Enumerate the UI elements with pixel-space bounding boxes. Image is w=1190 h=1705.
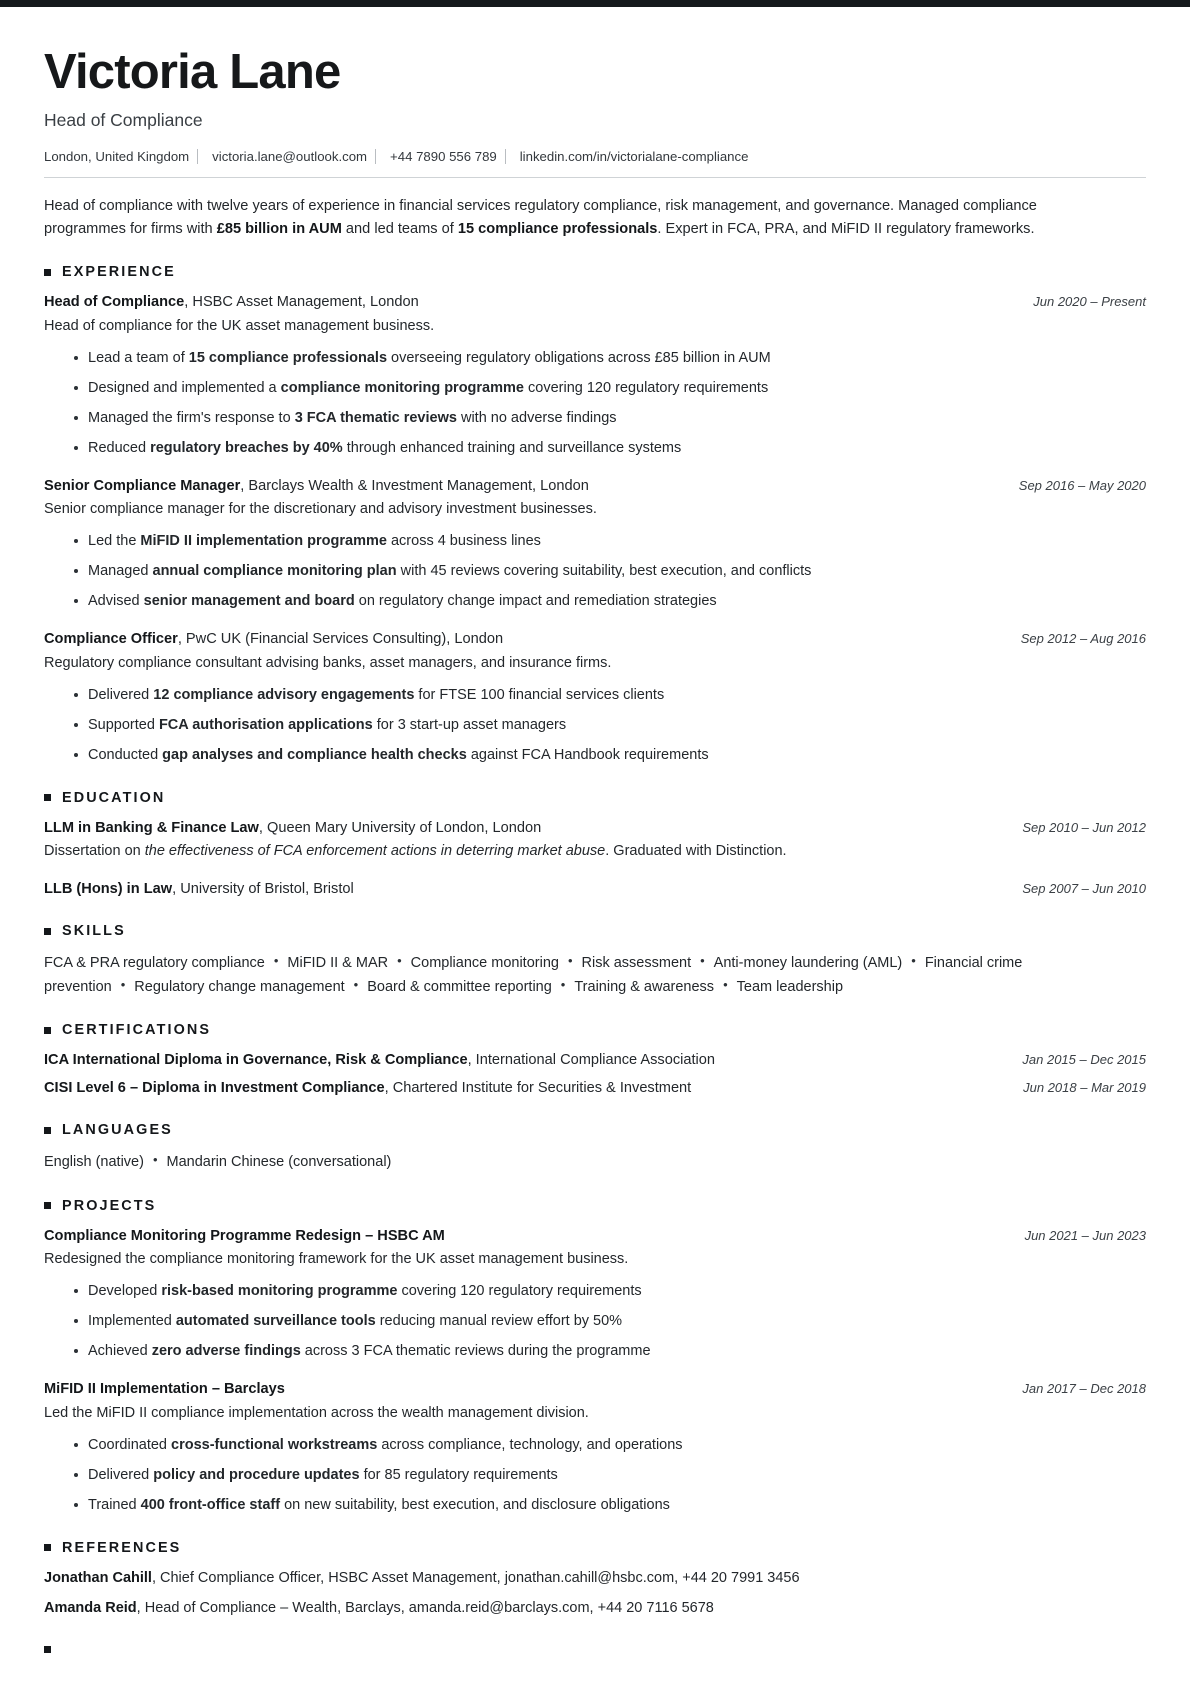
entry-header (44, 1379, 1146, 1399)
bullet-highlight: zero adverse findings (151, 1343, 301, 1360)
certification-issuer: , International Compliance Association (467, 1052, 716, 1069)
section-projects (44, 1198, 1146, 1516)
list-item (74, 1311, 1146, 1332)
summary-highlight-aum: £85 billion in AUM (216, 220, 342, 237)
contact-bar (44, 149, 1146, 164)
bullet-text: Developed (88, 1283, 162, 1300)
bullet-text: with no adverse findings (456, 409, 617, 426)
bullet-text: for 3 start-up asset managers (372, 716, 567, 733)
skill-item: Risk assessment (581, 955, 692, 972)
bullet-text: covering 120 regulatory requirements (397, 1283, 642, 1300)
project-name: Compliance Monitoring Programme Redesign – HSBC AM (44, 1227, 445, 1244)
entry-title (44, 1379, 285, 1399)
section-certifications (44, 1022, 1146, 1098)
achievement-list (44, 348, 1146, 459)
skill-item: Team leadership (736, 978, 844, 995)
note-text: . Graduated with Distinction. (605, 843, 787, 860)
certification-name: ICA International Diploma in Governance, Risk & Compliance (44, 1052, 468, 1069)
bullet-text: overseeing regulatory obligations across £85 billion in AUM (387, 349, 771, 366)
separator-dot-icon: • (273, 953, 279, 969)
reference-name: Jonathan Cahill (44, 1569, 152, 1586)
entry-date: Sep 2016 – May 2020 (1018, 477, 1146, 493)
entry-summary: Senior compliance manager for the discretionary and advisory investment businesses. (44, 501, 597, 518)
entry-summary: Head of compliance for the UK asset management business. (44, 317, 435, 334)
bullet-text: with 45 reviews covering suitability, best execution, and conflicts (396, 563, 812, 580)
entry-header (44, 1226, 1146, 1246)
bullet-text: Advised (88, 593, 144, 610)
entry-header (44, 1078, 1146, 1098)
resume-header (44, 47, 1146, 178)
entry-title (44, 292, 419, 312)
bullet-text: on regulatory change impact and remediation strategies (354, 593, 717, 610)
bullet-highlight: risk-based monitoring programme (161, 1283, 398, 1300)
bullet-text: Lead a team of (88, 349, 189, 366)
skill-item: Anti-money laundering (AML) (713, 955, 903, 972)
section-heading-languages (44, 1122, 1146, 1138)
section-education (44, 790, 1146, 900)
summary-text-1: Head of compliance with twelve years of experience in financial services regulatory compliance, risk management, and governance. Managed compliance programmes for firms with (44, 197, 1037, 237)
bullet-highlight: 3 FCA thematic reviews (294, 409, 457, 426)
bullet-text: for 85 regulatory requirements (359, 1466, 558, 1483)
project-entry (44, 1379, 1146, 1515)
separator-dot-icon: • (567, 953, 573, 969)
section-heading-education (44, 790, 1146, 806)
entry-date: Sep 2007 – Jun 2010 (1022, 881, 1146, 897)
entry-header (44, 879, 1146, 899)
bullet-text: through enhanced training and surveillance systems (342, 439, 682, 456)
bullet-highlight: annual compliance monitoring plan (152, 563, 397, 580)
contact-phone[interactable]: +44 7890 556 789 (390, 148, 497, 164)
professional-summary (44, 195, 1069, 240)
list-item (74, 438, 1146, 459)
education-entry (44, 879, 1146, 899)
job-role: Senior Compliance Manager (44, 477, 241, 494)
separator-dot-icon: • (397, 953, 402, 969)
separator-dot-icon: • (120, 976, 126, 992)
reference-detail: , Head of Compliance – Wealth, Barclays, amanda.reid@barclays.com, +44 20 7116 5678 (136, 1600, 714, 1617)
bullet-text: across 3 FCA thematic reviews during the programme (300, 1343, 651, 1360)
summary-text-2: and led teams of (341, 220, 458, 237)
entry-summary: Redesigned the compliance monitoring framework for the UK asset management business. (44, 1251, 629, 1268)
bullet-highlight: FCA authorisation applications (158, 716, 373, 733)
bullet-text: Coordinated (88, 1436, 172, 1453)
job-company: , Barclays Wealth & Investment Management, London (240, 477, 589, 494)
bullet-text: Designed and implemented a (88, 379, 281, 396)
certification-entry (44, 1078, 1146, 1098)
experience-entry (44, 292, 1146, 459)
achievement-list (44, 685, 1146, 766)
section-heading-references (44, 1540, 1146, 1556)
bullet-text: Managed (88, 563, 153, 580)
section-skills (44, 923, 1146, 998)
bullet-text: across compliance, technology, and operations (377, 1436, 683, 1453)
achievement-list (44, 1435, 1146, 1516)
language-item: English (native) (44, 1154, 144, 1171)
list-item (74, 378, 1146, 399)
certification-entry (44, 1050, 1146, 1070)
header-divider (44, 177, 1146, 178)
dissertation-title: the effectiveness of FCA enforcement actions in deterring market abuse (144, 843, 606, 860)
entry-header (44, 476, 1146, 496)
section-heading-label: SKILLS (62, 923, 126, 940)
section-heading-label: REFERENCES (62, 1539, 182, 1556)
section-languages (44, 1122, 1146, 1173)
bullet-highlight: compliance monitoring programme (280, 379, 524, 396)
bullet-text: Implemented (88, 1313, 176, 1330)
bullet-text: Supported (88, 716, 159, 733)
entry-date: Jun 2020 – Present (1033, 294, 1146, 310)
separator-dot-icon: • (152, 1152, 158, 1168)
list-item (74, 561, 1146, 582)
section-experience (44, 264, 1146, 765)
job-headline: Head of Compliance (44, 109, 203, 130)
certification-name: CISI Level 6 – Diploma in Investment Compliance (44, 1079, 385, 1096)
list-item (74, 1495, 1146, 1516)
list-item (74, 1465, 1146, 1486)
section-heading-label: PROJECTS (62, 1197, 157, 1214)
languages-list (44, 1150, 1074, 1173)
separator-dot-icon: • (560, 976, 566, 992)
square-bullet-icon (44, 1646, 51, 1653)
contact-separator (505, 149, 506, 164)
job-role: Head of Compliance (44, 294, 185, 311)
page-title: Victoria Lane (44, 45, 341, 99)
section-heading-skills (44, 923, 1146, 939)
entry-title (44, 818, 541, 838)
entry-title (44, 1226, 445, 1246)
entry-title (44, 1050, 715, 1070)
skill-item: Training & awareness (574, 978, 715, 995)
entry-date: Jun 2021 – Jun 2023 (1024, 1227, 1146, 1243)
entry-header (44, 629, 1146, 649)
list-item (74, 685, 1146, 706)
bullet-text: Delivered (88, 1466, 154, 1483)
separator-dot-icon: • (723, 976, 728, 992)
list-item (74, 348, 1146, 369)
top-accent-bar (0, 0, 1190, 7)
bullet-highlight: policy and procedure updates (153, 1466, 360, 1483)
entry-date: Sep 2010 – Jun 2012 (1022, 819, 1146, 835)
list-item (74, 591, 1146, 612)
job-company: , HSBC Asset Management, London (184, 294, 419, 311)
bullet-highlight: 15 compliance professionals (188, 349, 388, 366)
bullet-text: Conducted (88, 746, 163, 763)
reference-detail: , Chief Compliance Officer, HSBC Asset Management, jonathan.cahill@hsbc.com, +44 20 7991 3456 (151, 1569, 800, 1586)
bullet-text: Delivered (88, 686, 154, 703)
entry-title (44, 1078, 691, 1098)
entry-header (44, 818, 1146, 838)
skill-item: FCA & PRA regulatory compliance (44, 955, 265, 972)
list-item (74, 1281, 1146, 1302)
degree-name: LLM in Banking & Finance Law (44, 819, 259, 836)
experience-entry (44, 629, 1146, 765)
skill-item: MiFID II & MAR (287, 955, 389, 972)
section-heading-label: EXPERIENCE (62, 264, 176, 281)
square-bullet-icon (44, 928, 51, 935)
square-bullet-icon (44, 1202, 51, 1209)
section-heading-certifications (44, 1022, 1146, 1038)
list-item (74, 745, 1146, 766)
skill-item: Financial crime prevention (44, 955, 1023, 995)
degree-name: LLB (Hons) in Law (44, 881, 173, 898)
section-heading-label: EDUCATION (62, 789, 166, 806)
school-name: , University of Bristol, Bristol (172, 881, 354, 898)
bullet-text: Led the (88, 533, 141, 550)
skill-item: Compliance monitoring (410, 955, 559, 972)
reference-name: Amanda Reid (44, 1600, 137, 1617)
entry-summary: Regulatory compliance consultant advising banks, asset managers, and insurance firms. (44, 654, 612, 671)
contact-linkedin[interactable]: linkedin.com/in/victorialane-compliance (519, 148, 749, 164)
entry-header (44, 1050, 1146, 1070)
skill-item: Board & committee reporting (367, 978, 552, 995)
list-item (74, 1341, 1146, 1362)
bullet-highlight: cross-functional workstreams (171, 1436, 378, 1453)
project-name: MiFID II Implementation – Barclays (44, 1381, 285, 1398)
list-item (74, 408, 1146, 429)
summary-text-3: . Expert in FCA, PRA, and MiFID II regulatory frameworks. (657, 220, 1035, 237)
separator-dot-icon: • (911, 953, 916, 969)
bullet-text: covering 120 regulatory requirements (523, 379, 769, 396)
bullet-text: on new suitability, best execution, and disclosure obligations (280, 1496, 670, 1513)
contact-separator (197, 149, 198, 164)
section-heading-empty (44, 1646, 1146, 1653)
list-item (74, 1435, 1146, 1456)
school-name: , Queen Mary University of London, London (258, 819, 542, 836)
contact-email[interactable]: victoria.lane@outlook.com (212, 148, 368, 164)
square-bullet-icon (44, 794, 51, 801)
square-bullet-icon (44, 1544, 51, 1551)
section-heading-experience (44, 264, 1146, 280)
bullet-text: across 4 business lines (386, 533, 541, 550)
bullet-text: reducing manual review effort by 50% (375, 1313, 623, 1330)
list-item (74, 715, 1146, 736)
bullet-text: against FCA Handbook requirements (466, 746, 709, 763)
language-item: Mandarin Chinese (conversational) (166, 1154, 392, 1171)
education-entry (44, 818, 1146, 862)
bullet-highlight: regulatory breaches by 40% (150, 439, 343, 456)
section-heading-projects (44, 1198, 1146, 1214)
entry-date: Jan 2017 – Dec 2018 (1022, 1381, 1146, 1397)
education-note (44, 841, 1146, 862)
bullet-highlight: MiFID II implementation programme (140, 533, 387, 550)
square-bullet-icon (44, 1127, 51, 1134)
bullet-text: Managed the firm's response to (88, 409, 295, 426)
resume-page (0, 7, 1190, 1705)
bullet-highlight: gap analyses and compliance health checks (162, 746, 467, 763)
square-bullet-icon (44, 1027, 51, 1034)
list-item (74, 531, 1146, 552)
bullet-text: for FTSE 100 financial services clients (414, 686, 665, 703)
entry-date: Jan 2015 – Dec 2015 (1022, 1052, 1146, 1068)
skill-item: Regulatory change management (134, 978, 345, 995)
project-entry (44, 1226, 1146, 1362)
entry-date: Sep 2012 – Aug 2016 (1020, 631, 1146, 647)
reference-entry (44, 1598, 1146, 1620)
section-heading-label: CERTIFICATIONS (62, 1022, 212, 1039)
skills-list (44, 951, 1074, 998)
bullet-highlight: senior management and board (143, 593, 355, 610)
certification-issuer: , Chartered Institute for Securities & Investment (384, 1079, 692, 1096)
section-heading-label: LANGUAGES (62, 1122, 173, 1139)
square-bullet-icon (44, 269, 51, 276)
entry-title (44, 879, 354, 899)
note-text: Dissertation on (44, 843, 145, 860)
bullet-text: Achieved (88, 1343, 152, 1360)
bullet-text: Trained (88, 1496, 141, 1513)
entry-title (44, 476, 589, 496)
separator-dot-icon: • (700, 953, 705, 969)
experience-entry (44, 476, 1146, 612)
job-role: Compliance Officer (44, 631, 178, 648)
reference-entry (44, 1568, 1146, 1590)
contact-location: London, United Kingdom (44, 148, 190, 164)
summary-highlight-team: 15 compliance professionals (457, 220, 658, 237)
bullet-text: Reduced (88, 439, 151, 456)
section-references (44, 1540, 1146, 1621)
achievement-list (44, 1281, 1146, 1362)
bullet-highlight: 400 front-office staff (140, 1496, 281, 1513)
bullet-highlight: automated surveillance tools (175, 1313, 376, 1330)
entry-header (44, 292, 1146, 312)
achievement-list (44, 531, 1146, 612)
bullet-highlight: 12 compliance advisory engagements (153, 686, 415, 703)
entry-summary: Led the MiFID II compliance implementation across the wealth management division. (44, 1404, 589, 1421)
entry-title (44, 629, 503, 649)
entry-date: Jun 2018 – Mar 2019 (1023, 1079, 1146, 1095)
separator-dot-icon: • (353, 976, 359, 992)
job-company: , PwC UK (Financial Services Consulting), London (177, 631, 504, 648)
contact-separator (375, 149, 376, 164)
